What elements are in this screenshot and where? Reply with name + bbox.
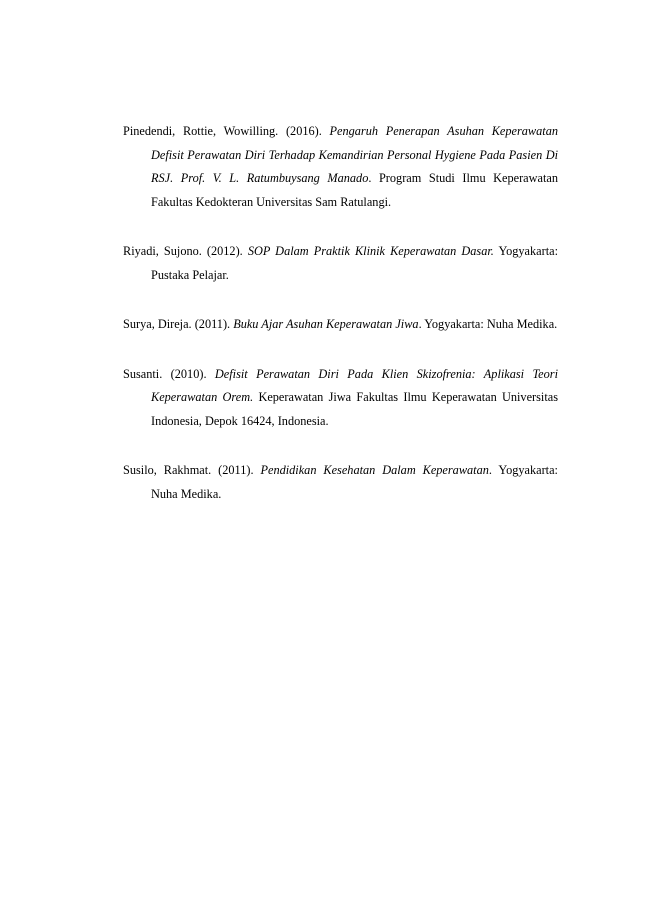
reference-authors: Surya, Direja. (2011). xyxy=(123,317,234,331)
reference-publisher: . Yogyakarta: Nuha Medika. xyxy=(151,463,558,501)
reference-entry xyxy=(123,459,558,506)
reference-entry xyxy=(123,120,558,214)
reference-title: Defisit Perawatan Diri Pada Klien Skizofrenia: Aplikasi Teori Keperawatan Orem. xyxy=(151,366,558,404)
reference-entry xyxy=(123,313,558,337)
reference-publisher: . Yogyakarta: Nuha Medika. xyxy=(418,317,558,331)
reference-title: Buku Ajar Asuhan Keperawatan Jiwa xyxy=(233,317,419,331)
reference-title: Pengaruh Penerapan Asuhan Keperawatan Defisit Perawatan Diri Terhadap Kemandirian Personal Hygiene Pada Pasien Di RSJ. Prof. V. L. Ratumbuysang Manado xyxy=(151,124,558,185)
reference-title: SOP Dalam Praktik Klinik Keperawatan Dasar. xyxy=(247,244,494,258)
reference-authors: Riyadi, Sujono. (2012). xyxy=(123,244,248,258)
reference-publisher: . Program Studi Ilmu Keperawatan Fakultas Kedokteran Universitas Sam Ratulangi. xyxy=(151,171,558,209)
reference-authors: Susanti. (2010). xyxy=(123,366,215,381)
reference-entry xyxy=(123,240,558,287)
reference-authors: Pinedendi, Rottie, Wowilling. (2016). xyxy=(123,124,330,138)
reference-authors: Susilo, Rakhmat. (2011). xyxy=(123,463,261,477)
reference-title: Pendidikan Kesehatan Dalam Keperawatan xyxy=(260,463,489,477)
reference-publisher: Yogyakarta: Pustaka Pelajar. xyxy=(151,244,559,282)
reference-entry xyxy=(123,363,558,434)
reference-list xyxy=(123,120,558,532)
reference-publisher: Keperawatan Jiwa Fakultas Ilmu Keperawatan Universitas Indonesia, Depok 16424, Indonesia. xyxy=(151,390,558,428)
